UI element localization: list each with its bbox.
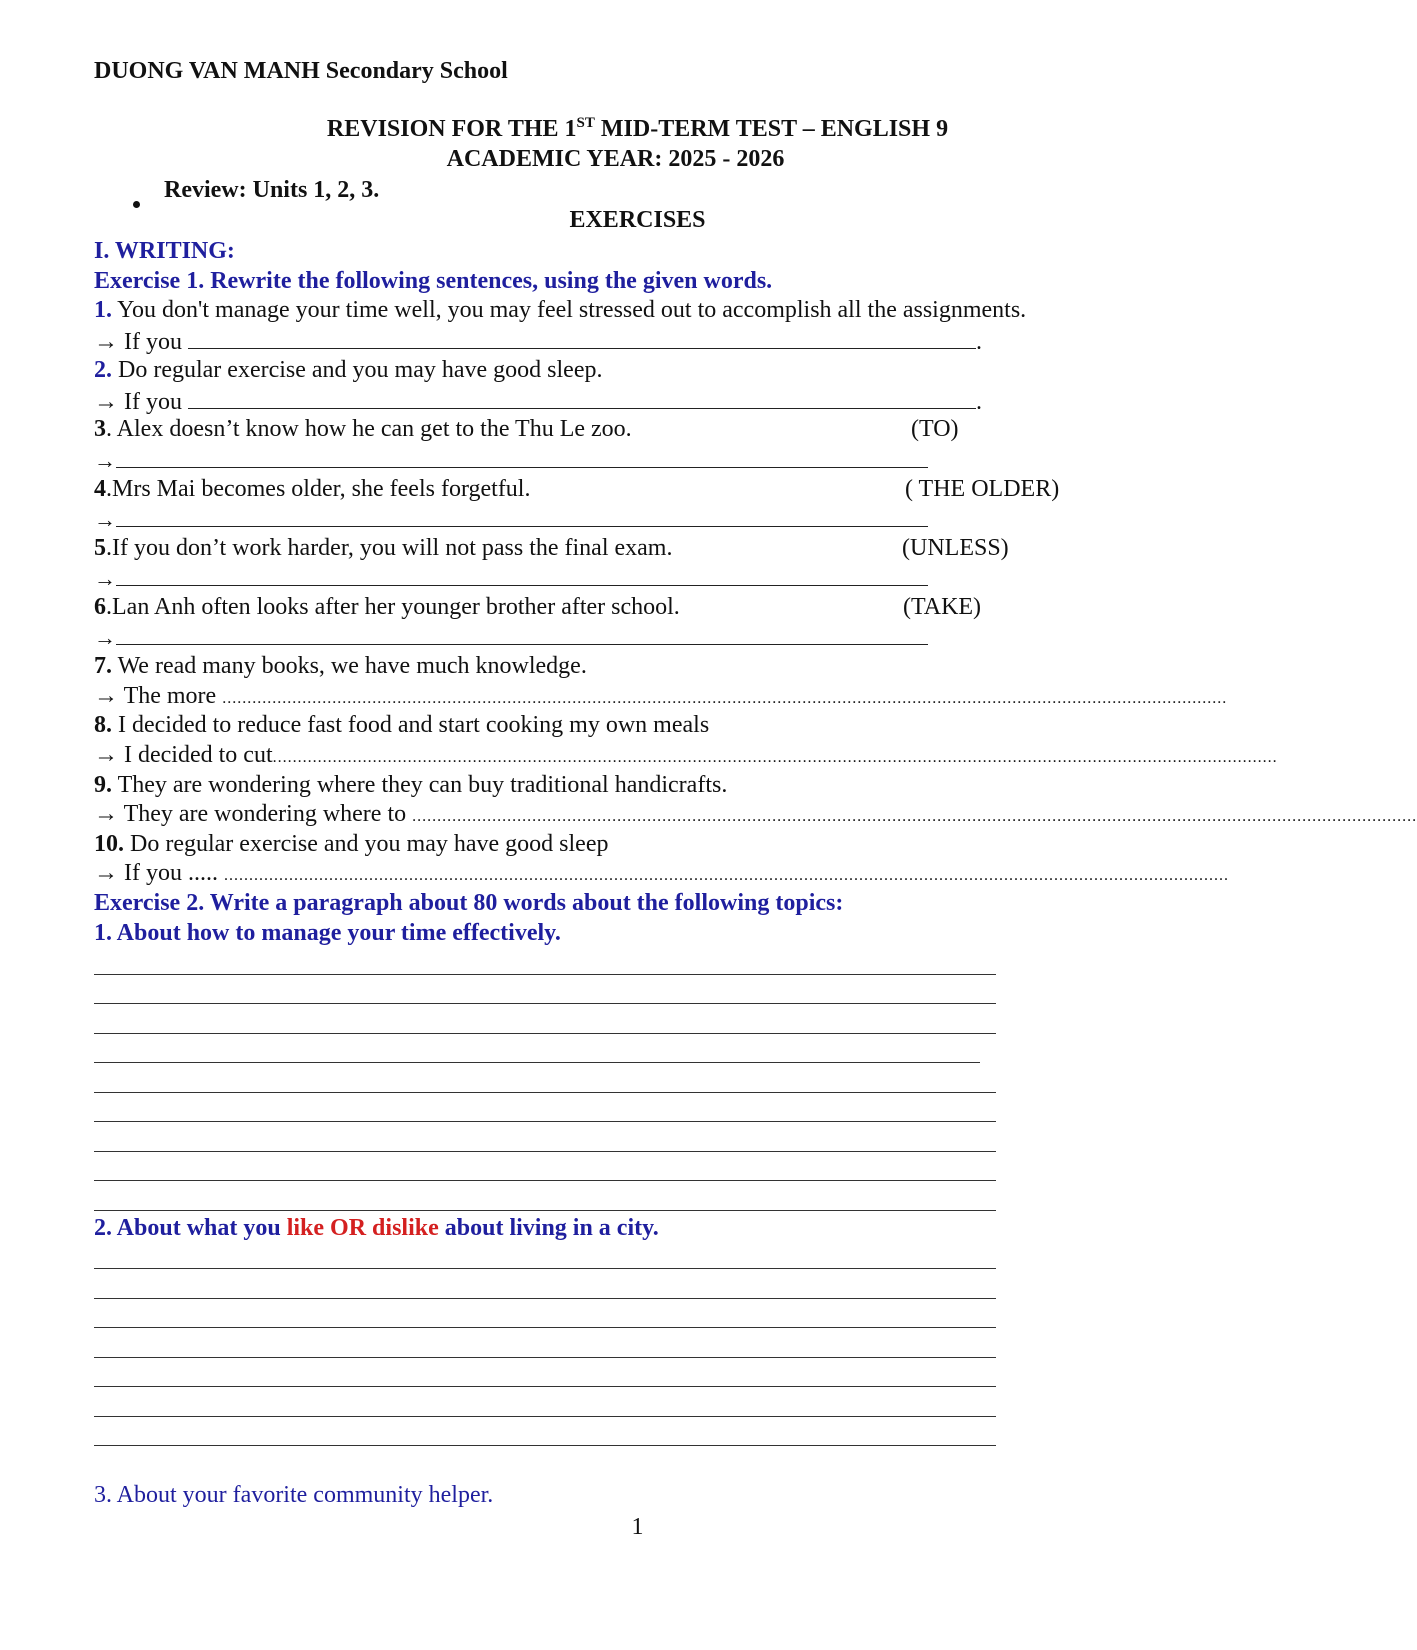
- answer-7-blank[interactable]: .........................................................................................................................................................................................................: [222, 690, 1228, 707]
- answer-2: → If you .: [94, 386, 982, 416]
- hint-4: ( THE OLDER): [905, 476, 1060, 502]
- question-6: 6.Lan Anh often looks after her younger brother after school.: [94, 594, 680, 620]
- answer-4: [94, 504, 928, 534]
- writing-line[interactable]: [94, 1121, 996, 1122]
- writing-line[interactable]: [94, 1092, 996, 1093]
- topic-1: 1. About how to manage your time effectively.: [94, 920, 561, 946]
- question-9: 9. They are wondering where they can buy traditional handicrafts.: [94, 772, 728, 798]
- answer-10-blank[interactable]: .........................................................................................................................................................................................................: [223, 867, 1229, 884]
- writing-line[interactable]: [94, 1445, 996, 1446]
- arrow-icon: →: [94, 448, 116, 473]
- arrow-icon: →: [94, 566, 116, 591]
- writing-line[interactable]: [94, 1210, 996, 1211]
- academic-year: ACADEMIC YEAR: 2025 - 2026: [446, 146, 785, 172]
- question-8: 8. I decided to reduce fast food and start cooking my own meals: [94, 712, 710, 738]
- question-3: 3. Alex doesn’t know how he can get to the Thu Le zoo.: [94, 416, 632, 442]
- hint-3: (TO): [911, 416, 959, 442]
- answer-3: [94, 445, 928, 475]
- writing-line[interactable]: [94, 1386, 996, 1387]
- answer-1-blank[interactable]: [188, 326, 976, 349]
- answer-1: → If you .: [94, 326, 982, 356]
- writing-line[interactable]: [94, 1298, 996, 1299]
- review-units: Review: Units 1, 2, 3.: [164, 177, 380, 203]
- question-2: 2. Do regular exercise and you may have good sleep.: [94, 357, 603, 383]
- question-1: 1. You don't manage your time well, you may feel stressed out to accomplish all the assignments.: [94, 297, 1027, 323]
- arrow-icon: →: [94, 625, 116, 650]
- hint-5: (UNLESS): [902, 535, 1009, 561]
- answer-10: → If you ..... .........................................................................................................................................................................................................: [94, 859, 1019, 890]
- writing-line[interactable]: [94, 1033, 996, 1034]
- exercise-2-title: Exercise 2. Write a paragraph about 80 words about the following topics:: [94, 890, 844, 916]
- hint-6: (TAKE): [903, 594, 982, 620]
- answer-8: → I decided to cut.........................................................................................................................................................................................................: [94, 741, 1006, 772]
- topic-3: 3. About your favorite community helper.: [94, 1482, 494, 1508]
- document-title: REVISION FOR THE 1ST MID-TERM TEST – ENGLISH 9: [326, 115, 949, 142]
- question-7: 7. We read many books, we have much knowledge.: [94, 653, 587, 679]
- writing-line[interactable]: [94, 1357, 996, 1358]
- writing-heading: I. WRITING:: [94, 238, 235, 264]
- answer-9-blank[interactable]: .........................................................................................................................................................................................................: [412, 808, 1417, 825]
- question-5: 5.If you don’t work harder, you will not pass the final exam.: [94, 535, 673, 561]
- topic-2: 2. About what you like OR dislike about living in a city.: [94, 1215, 659, 1241]
- writing-line[interactable]: [94, 1327, 996, 1328]
- exercise-1-title: Exercise 1. Rewrite the following sentences, using the given words.: [94, 268, 773, 294]
- writing-line[interactable]: [94, 1268, 996, 1269]
- question-4: 4.Mrs Mai becomes older, she feels forgetful.: [94, 476, 531, 502]
- answer-7: → The more .........................................................................................................................................................................................................: [94, 682, 1020, 713]
- school-name: DUONG VAN MANH Secondary School: [94, 58, 508, 84]
- writing-line[interactable]: [94, 1151, 996, 1152]
- question-10: 10. Do regular exercise and you may have good sleep: [94, 831, 609, 857]
- answer-5-blank[interactable]: [116, 563, 928, 586]
- answer-5: [94, 563, 928, 593]
- writing-line[interactable]: [94, 1180, 996, 1181]
- exercises-heading: EXERCISES: [569, 207, 706, 233]
- answer-9: → They are wondering where to .........................................................................................................................................................................................................: [94, 800, 1012, 831]
- answer-6: [94, 622, 928, 652]
- answer-2-blank[interactable]: [188, 386, 976, 409]
- answer-3-blank[interactable]: [116, 445, 928, 468]
- answer-6-blank[interactable]: [116, 622, 928, 645]
- arrow-icon: →: [94, 507, 116, 532]
- answer-4-blank[interactable]: [116, 504, 928, 527]
- page-number: 1: [631, 1514, 644, 1540]
- writing-line[interactable]: [94, 1062, 980, 1063]
- writing-line[interactable]: [94, 1003, 996, 1004]
- answer-8-blank[interactable]: .........................................................................................................................................................................................................: [272, 749, 1278, 766]
- writing-line[interactable]: [94, 1416, 996, 1417]
- writing-line[interactable]: [94, 974, 996, 975]
